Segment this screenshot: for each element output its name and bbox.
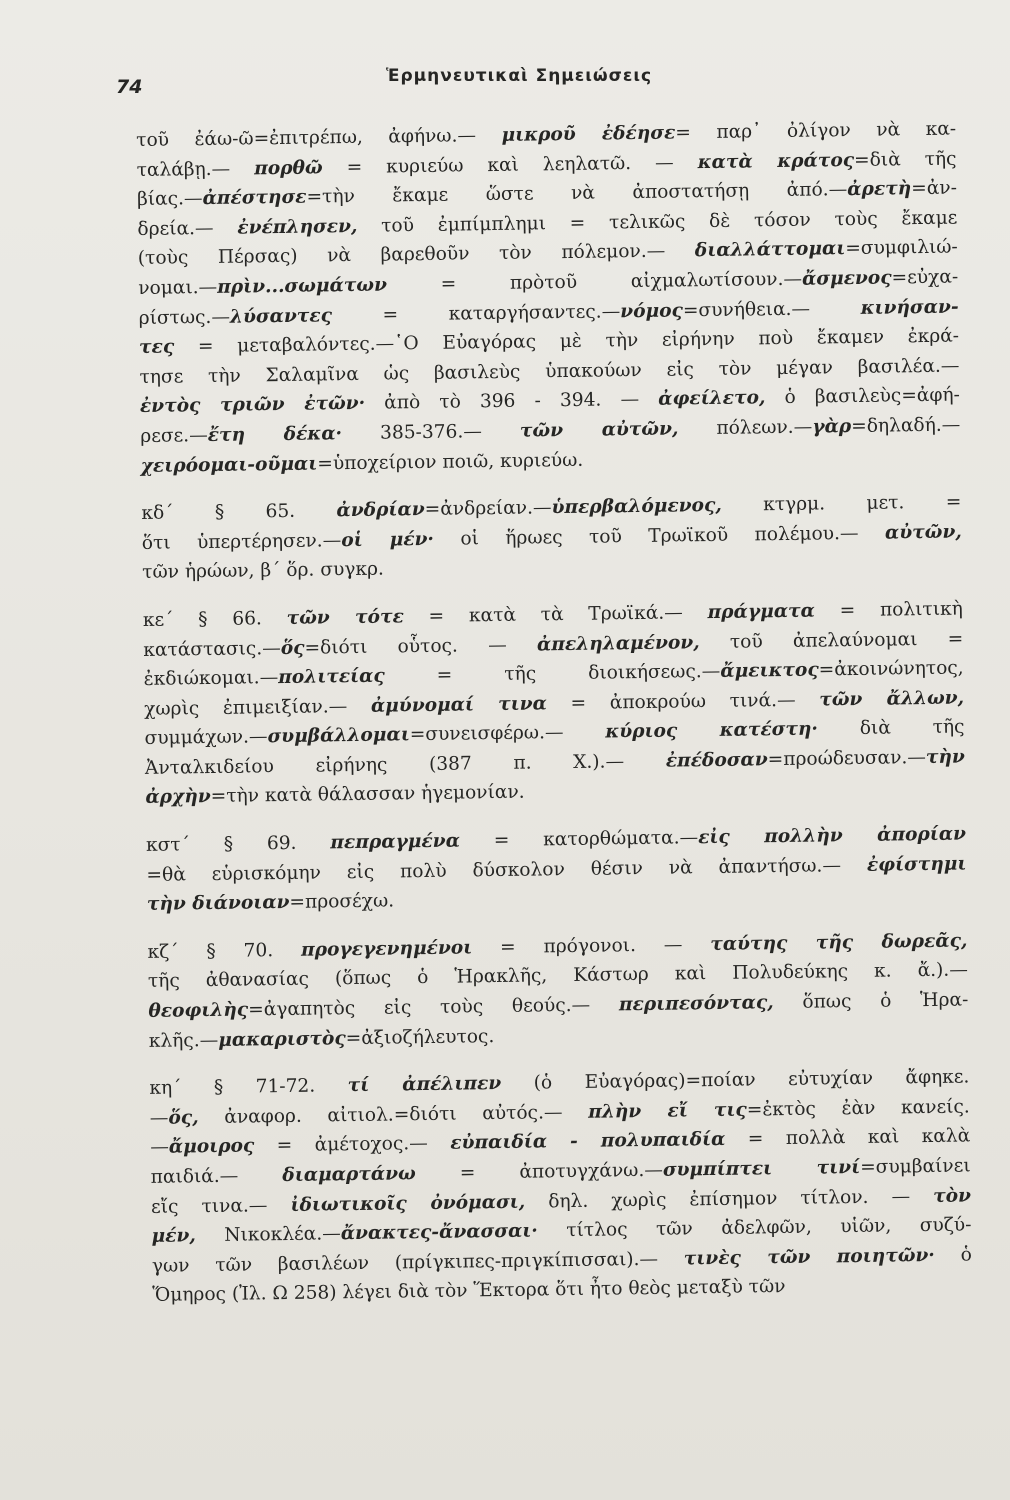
gloss-text: =ὑποχείριον ποιῶ, κυριεύω.: [317, 449, 584, 475]
lemma-term: ὑπερβαλόμενος,: [551, 494, 722, 519]
gloss-text: =ἀνδρείαν.—: [424, 497, 552, 521]
lemma-term: ἀπέστησε: [202, 186, 307, 210]
lemma-term: ἐντὸς τριῶν ἐτῶν·: [139, 393, 366, 418]
lemma-term: λύσαντες: [229, 304, 333, 328]
gloss-text: ὅτι ὑπερτέρησεν.—: [141, 529, 342, 554]
gloss-text: πόλεων.—: [678, 416, 813, 440]
lemma-term: τὴν: [925, 746, 966, 768]
lemma-term: ταύτης τῆς δωρεᾶς,: [710, 930, 968, 955]
lemma-term: ἄσμενος: [801, 267, 892, 290]
gloss-text: = ἀποτυγχάνω.—: [415, 1159, 664, 1185]
gloss-text: = καταργήσαντες.—: [331, 300, 621, 326]
gloss-text: τῆς ἀθανασίας (ὅπως ὁ Ἡρακλῆς, Κάστωρ καὶ Πολυδεύκης κ. ἄ.).—: [147, 959, 969, 993]
lemma-term: θεοφιλὴς: [148, 999, 249, 1022]
gloss-text: = πρόγονοι. —: [472, 933, 711, 959]
gloss-text: ἐκδιώκομαι.—: [143, 667, 279, 691]
gloss-text: κε΄ § 66.: [142, 607, 287, 631]
gloss-text: δηλ. χωρὶς ἐπίσημον τίτλον. —: [525, 1185, 934, 1213]
gloss-text: τοῦ ἀπελαύνομαι =: [699, 628, 964, 653]
lemma-term: πράγματα: [707, 600, 816, 623]
gloss-text: =διὰ τῆς: [853, 148, 957, 171]
gloss-text: κλῆς.—: [148, 1029, 219, 1052]
gloss-text: ταλάβῃ.—: [136, 157, 255, 181]
lemma-term: ἰδιωτικοῖς ὀνόμασι,: [290, 1191, 526, 1216]
gloss-text: συμμάχων.—: [144, 726, 268, 750]
gloss-text: =θὰ εὑρισκόμην εἰς πολὺ δύσκολον θέσιν νὰ ἀπαντήσω.—: [146, 854, 868, 886]
lemma-term: τὴν διάνοιαν: [146, 892, 290, 916]
paragraph: [143, 594, 966, 813]
gloss-text: = παρ᾽ ὀλίγον νὰ κα-: [675, 118, 957, 144]
gloss-text: Νικοκλέα.—: [195, 1223, 341, 1247]
lemma-term: κινήσαν-: [860, 296, 959, 319]
gloss-text: =συμφιλιώ-: [845, 236, 958, 260]
gloss-text: =προώδευσαν.—: [767, 746, 927, 771]
paragraph: [147, 926, 969, 1056]
gloss-text: 385-376.—: [341, 420, 521, 445]
lemma-term: τες: [138, 336, 175, 359]
lemma-term: ἀμύνομαί τινα: [370, 693, 548, 717]
paragraph: [146, 820, 967, 920]
lemma-term: τὸν: [933, 1185, 972, 1207]
lemma-term: ὅς: [280, 637, 305, 659]
gloss-text: παιδιά.—: [150, 1165, 283, 1188]
gloss-text: = κυριεύω καὶ λεηλατῶ. —: [322, 151, 698, 178]
gloss-text: κδ΄ § 65.: [141, 500, 337, 525]
gloss-text: ἀπὸ τὸ 396 - 394. —: [364, 389, 659, 415]
gloss-text: = ἀμέτοχος.—: [254, 1133, 451, 1157]
gloss-text: χωρὶς ἐπιμειξίαν.—: [143, 695, 372, 720]
gloss-text: = μεταβαλόντες.—῾Ο Εὐαγόρας μὲ τὴν εἰρήνην ποὺ ἔκαμεν ἐκρά-: [174, 325, 960, 358]
lemma-term: ἐπέδοσαν: [665, 749, 768, 772]
gloss-text: τησε τὴν Σαλαμῖνα ὡς βασιλεὺς ὑπακούων εἰς τὸν μέγαν βασιλέα.—: [139, 355, 960, 388]
lemma-term: τινὲς τῶν ποιητῶν·: [683, 1244, 935, 1270]
gloss-text: δρεία.—: [137, 217, 238, 240]
lemma-term: νόμος: [620, 299, 684, 322]
lemma-term: κύριος κατέστη·: [605, 718, 819, 743]
lemma-term: διαμαρτάνω: [282, 1163, 416, 1187]
gloss-text: =ἐκτὸς ἐὰν κανείς.: [746, 1096, 970, 1121]
lemma-term: μέν,: [151, 1225, 196, 1248]
lemma-term: εἰς πολλὴν ἀπορίαν: [697, 823, 967, 849]
gloss-text: ρίστως.—: [138, 306, 231, 329]
gloss-text: τίτλος τῶν ἀδελφῶν, υἱῶν, συζύ-: [537, 1214, 972, 1242]
lemma-term: ἄμοιρος: [168, 1135, 255, 1159]
lemma-term: ἐφίστημι: [866, 853, 967, 876]
gloss-text: (ὁ Εὐαγόρας)=ποίαν εὐτυχίαν ἄφηκε.: [501, 1066, 970, 1095]
lemma-term: ἀνδρίαν: [336, 499, 425, 522]
gloss-text: ὁ: [934, 1244, 972, 1266]
gloss-text: ὁ βασιλεὺς=ἀφή-: [765, 384, 960, 409]
gloss-text: =ἀξιοζήλευτος.: [345, 1025, 495, 1049]
lemma-term: αὐτῶν,: [884, 521, 962, 544]
lemma-term: μικροῦ ἐδέησε: [501, 122, 676, 146]
gloss-text: = πρὸτοῦ αἰχμαλωτίσουν.—: [386, 268, 803, 296]
gloss-text: = κατὰ τὰ Τρωϊκά.—: [403, 601, 708, 628]
gloss-text: =τὴν ἔκαμε ὥστε νὰ ἀποστατήσῃ ἀπό.—: [306, 179, 848, 208]
lemma-term: μακαριστὸς: [218, 1027, 346, 1051]
paragraph: [149, 1063, 972, 1311]
lemma-term: ἀρετὴ: [847, 178, 912, 201]
gloss-text: Ἀνταλκιδείου εἰρήνης (387 π. Χ.).—: [144, 750, 666, 779]
gloss-text: =διότι οὗτος. —: [304, 633, 538, 659]
lemma-term: διαλλάττομαι: [694, 238, 846, 262]
gloss-text: = πολιτικὴ: [814, 598, 963, 622]
gloss-text: Ὅμηρος (Ἰλ. Ω 258) λέγει διὰ τὸν Ἕκτορα ὅτι ἦτο θεὸς μεταξὺ τῶν: [152, 1276, 786, 1307]
lemma-term: πολιτείας: [278, 665, 385, 689]
gloss-text: τοῦ ἐμπίμπλημι = τελικῶς δὲ τόσον τοὺς ἔκαμε: [357, 207, 958, 237]
gloss-text: = κατορθώματα.—: [459, 827, 699, 852]
gloss-text: =συμβαίνει: [859, 1155, 971, 1178]
lemma-term: συμβάλλομαι: [267, 724, 410, 748]
lemma-term: γὰρ: [812, 415, 852, 438]
lemma-term: περιπεσόντας,: [618, 992, 774, 1016]
gloss-text: εἴς τινα.—: [150, 1194, 291, 1218]
gloss-text: = πολλὰ καὶ καλὰ: [725, 1125, 971, 1151]
gloss-text: =ἀκοινώνητος,: [818, 657, 964, 681]
gloss-text: τῶν ἡρώων, β΄ ὅρ. συγκρ.: [142, 558, 385, 584]
lemma-term: ἀρχὴν: [145, 786, 211, 809]
gloss-text: κζ΄ § 70.: [147, 939, 302, 963]
gloss-text: διὰ τῆς: [817, 716, 965, 740]
lemma-term: ἀπεληλαμένον,: [536, 631, 700, 655]
gloss-text: = ἀποκρούω τινά.—: [546, 689, 820, 715]
lemma-term: ἔτη δέκα·: [207, 423, 343, 446]
lemma-term: κατὰ κράτος: [697, 149, 855, 173]
lemma-term: πορθῶ: [254, 156, 323, 179]
lemma-term: τῶν τότε: [286, 606, 404, 629]
lemma-term: οἱ μέν·: [341, 528, 435, 551]
gloss-text: ἀναφορ. αἰτιολ.=διότι αὐτός.—: [198, 1101, 589, 1129]
gloss-text: οἱ ἥρωες τοῦ Τρωϊκοῦ πολέμου.—: [433, 522, 886, 550]
gloss-text: γων τῶν βασιλέων (πρίγκιπες-πριγκίπισσαι).—: [151, 1248, 684, 1277]
lemma-term: εὐπαιδία - πολυπαιδία: [450, 1129, 726, 1155]
commentary-text: [136, 115, 972, 1311]
lemma-term: προγεγενημένοι: [300, 937, 473, 961]
lemma-term: πλὴν εἴ τις: [588, 1099, 747, 1123]
gloss-text: =εὐχα-: [891, 266, 959, 289]
gloss-text: —: [150, 1137, 170, 1159]
gloss-text: κτγρμ. μετ. =: [721, 491, 962, 516]
lemma-term: ἄνακτες-ἄνασσαι·: [340, 1220, 538, 1245]
running-title: Ἑρμηνευτικαὶ Σημειώσεις: [386, 66, 653, 86]
gloss-text: =ἀν-: [911, 177, 958, 200]
gloss-text: =τὴν κατὰ θάλασσαν ἡγεμονίαν.: [210, 782, 525, 808]
gloss-text: νομαι.—: [138, 276, 218, 299]
gloss-text: =προσέχω.: [289, 890, 395, 914]
lemma-term: ἀφείλετο,: [658, 387, 766, 411]
gloss-text: κστ΄ § 69.: [145, 832, 331, 856]
lemma-term: συμπίπτει τινί: [662, 1156, 861, 1181]
lemma-term: τῶν ἄλλων,: [819, 687, 965, 711]
lemma-term: τῶν αὐτῶν,: [519, 418, 679, 442]
gloss-text: = τῆς διοικήσεως.—: [384, 660, 721, 687]
lemma-term: τί ἀπέλιπεν: [347, 1073, 502, 1097]
lemma-term: ὅς,: [168, 1107, 199, 1129]
paragraph: [141, 488, 962, 588]
gloss-text: (τοὺς Πέρσας) νὰ βαρεθοῦν τὸν πόλεμον.—: [137, 240, 696, 270]
gloss-text: βίας.—: [136, 188, 203, 211]
lemma-term: ἐνέπλησεν,: [237, 215, 358, 239]
gloss-text: =συνεισφέρω.—: [409, 721, 606, 746]
gloss-text: ρεσε.—: [140, 424, 208, 447]
gloss-text: τοῦ ἐάω-ῶ=ἐπιτρέπω, ἀφήνω.—: [136, 124, 502, 151]
lemma-term: πρὶν...σωμάτων: [217, 274, 388, 298]
lemma-term: πεπραγμένα: [330, 830, 461, 854]
gloss-text: κη΄ § 71-72.: [149, 1075, 348, 1100]
gloss-text: κατάστασις.—: [143, 637, 281, 661]
page-number: 74: [116, 76, 143, 98]
gloss-text: =δηλαδή.—: [851, 414, 961, 437]
gloss-text: —: [149, 1107, 169, 1129]
gloss-text: ὅπως ὁ Ἡρα-: [773, 989, 969, 1014]
lemma-term: ἄμεικτος: [720, 659, 819, 682]
gloss-text: =συνήθεια.—: [682, 297, 861, 321]
gloss-text: =ἀγαπητὸς εἰς τοὺς θεούς.—: [248, 994, 620, 1021]
page-header: [116, 66, 916, 96]
paragraph: [136, 115, 961, 482]
lemma-term: χειρόομαι-οῦμαι: [140, 453, 318, 477]
